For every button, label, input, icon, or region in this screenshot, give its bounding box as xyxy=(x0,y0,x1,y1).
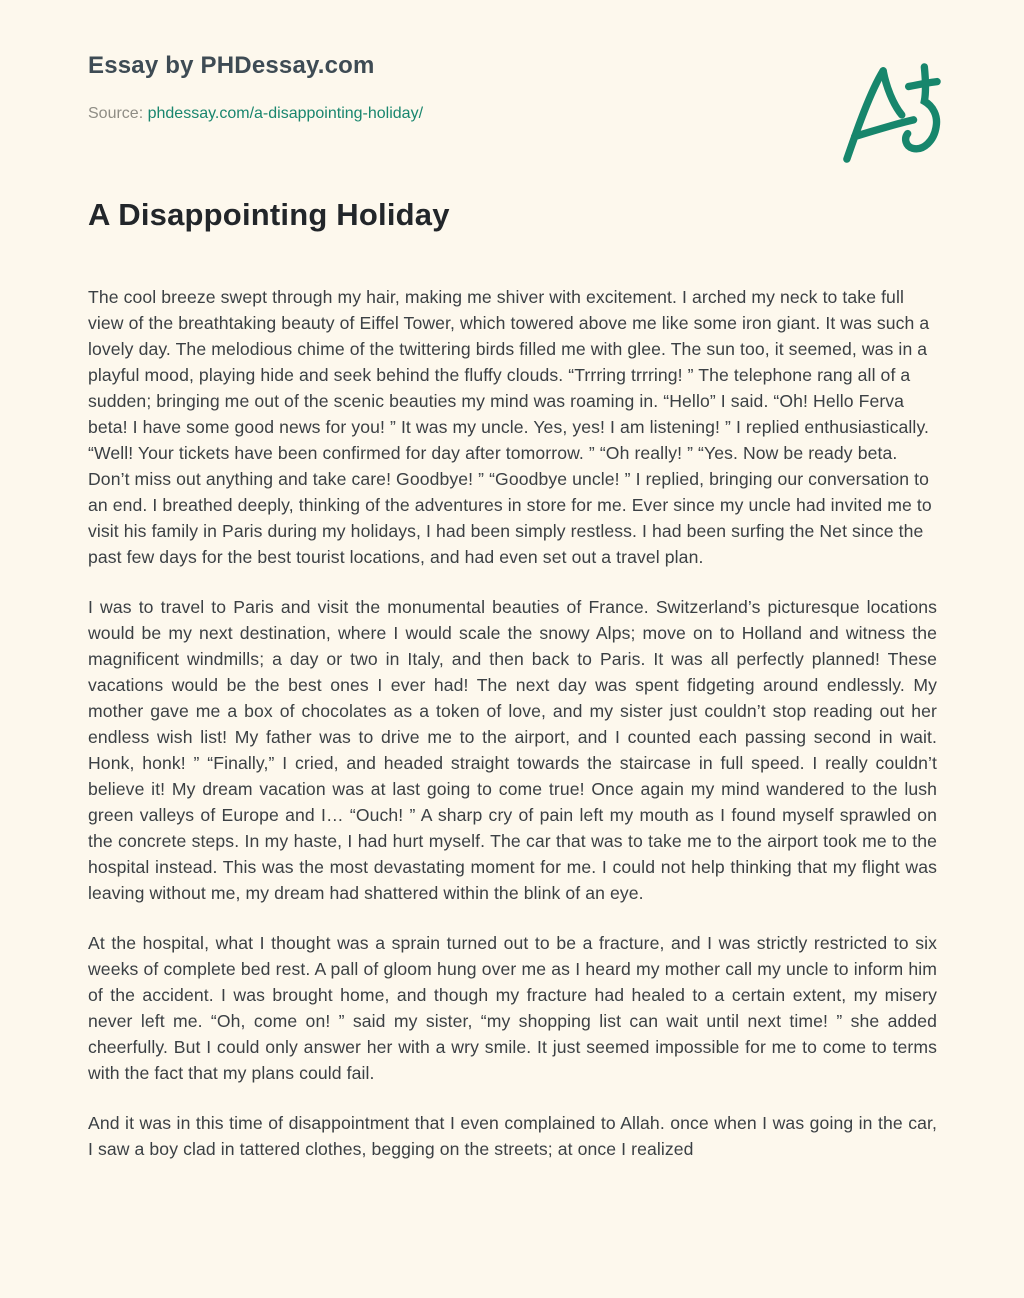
source-label: Source: xyxy=(88,105,148,122)
source-link[interactable]: phdessay.com/a-disappointing-holiday/ xyxy=(147,105,424,122)
byline: Essay by PHDessay.com xyxy=(88,52,375,79)
essay-paragraph: At the hospital, what I thought was a sprain turned out to be a fracture, and I was strictly restricted to six weeks of complete bed rest. A pall of gloom hung over me as I heard my mother call my uncle to inform him of the accident. I was brought home, and though my fracture had healed to a certain extent, my misery never left me. “Oh, come on! ” said my sister, “my shopping list can wait until next time! ” she added cheerfully. But I could only answer her with a wry smile. It just seemed impossible for me to come to terms with the fact that my plans could fail. xyxy=(88,933,937,1083)
essay-paragraph: I was to travel to Paris and visit the monumental beauties of France. Switzerland’s picturesque locations would be my next destination, where I would scale the snowy Alps; move on to Holland and witness the magnificent windmills; a day or two in Italy, and then back to Paris. It was all perfectly planned! These vacations would be the best ones I ever had! The next day was spent fidgeting around endlessly. My mother gave me a box of chocolates as a token of love, and my sister just couldn’t stop reading out her endless wish list! My father was to drive me to the airport, and I counted each passing second in wait. Honk, honk! ” “Finally,” I cried, and headed straight towards the staircase in full speed. I really couldn’t believe it! My dream vacation was at last going to come true! Once again my mind wandered to the lush green valleys of Europe and I… “Ouch! ” A sharp cry of pain left my mouth as I found myself sprawled on the concrete steps. In my haste, I had hurt myself. The car that was to take me to the airport took me to the hospital instead. This was the most devastating moment for me. I could not help thinking that my flight was leaving without me, my dream had shattered within the blink of an eye. xyxy=(88,597,937,903)
essay-page xyxy=(88,0,937,1162)
page-title: A Disappointing Holiday xyxy=(88,197,450,232)
a-plus-logo-icon xyxy=(840,62,942,164)
essay-paragraph: The cool breeze swept through my hair, making me shiver with excitement. I arched my neck to take full view of the breathtaking beauty of Eiffel Tower, which towered above me like some iron giant. It was such a lovely day. The melodious chime of the twittering birds filled me with glee. The sun too, it seemed, was in a playful mood, playing hide and seek behind the fluffy clouds. “Trrring trrring! ” The telephone rang all of a sudden; bringing me out of the scenic beauties my mind was roaming in. “Hello” I said. “Oh! Hello Ferva beta! I have some good news for you! ” It was my uncle. Yes, yes! I am listening! ” I replied enthusiastically. “Well! Your tickets have been confirmed for day after tomorrow. ” “Oh really! ” “Yes. Now be ready beta. Don’t miss out anything and take care! Goodbye! ” “Goodbye uncle! ” I replied, bringing our conversation to an end. I breathed deeply, thinking of the adventures in store for me. Ever since my uncle had invited me to visit his family in Paris during my holidays, I had been simply restless. I had been surfing the Net since the past few days for the best tourist locations, and had even set out a travel plan. xyxy=(88,287,932,567)
essay-paragraph: And it was in this time of disappointment that I even complained to Allah. once when I was going in the car, I saw a boy clad in tattered clothes, begging on the streets; at once I realized xyxy=(88,1113,937,1159)
essay-body xyxy=(88,233,937,1162)
source-line xyxy=(88,105,937,123)
